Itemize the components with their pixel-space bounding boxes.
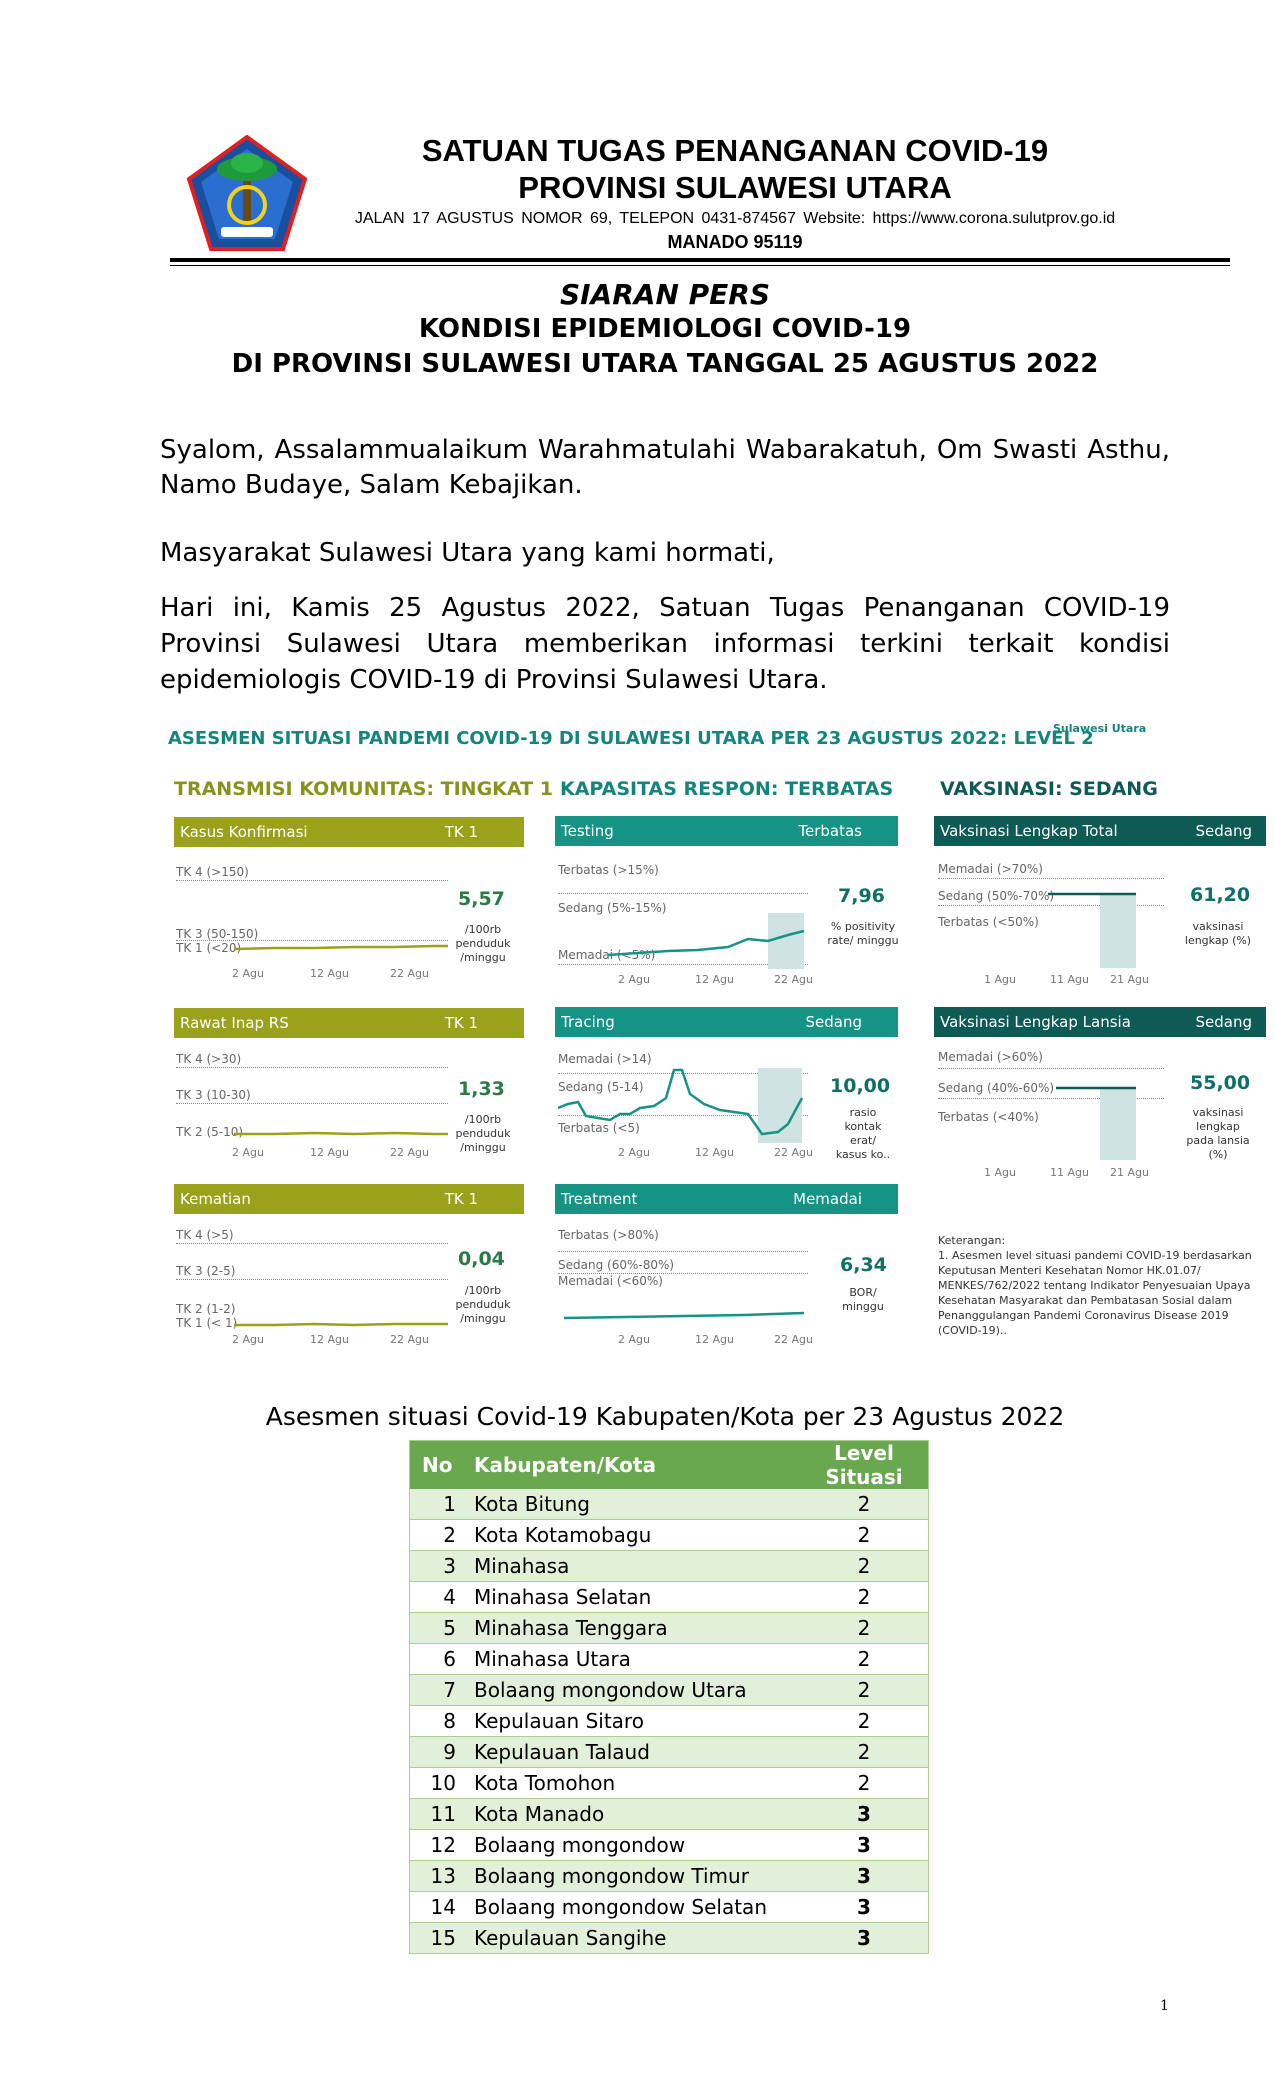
col-header-level: Level Situasi bbox=[800, 1441, 929, 1490]
note-text: 1. Asesmen level situasi pandemi COVID-19 berdasarkan Keputusan Menteri Kesehatan Nomor HK.01.07/ MENKES/762/2022 tentang Indikator Penyesuaian Upaya Kesehatan Masyarakat dan Pembatasan Sosial dalam Penanggulangan Pandemi Coronavirus Disease 2019 (COVID-19).. bbox=[938, 1249, 1252, 1337]
table-row bbox=[410, 1520, 929, 1551]
panel-tracing-header bbox=[555, 1007, 898, 1037]
testing-axis-2: 12 Agu bbox=[695, 973, 734, 986]
treatment-axis-3: 22 Agu bbox=[774, 1333, 813, 1346]
cell-kabupaten: Kepulauan Talaud bbox=[470, 1737, 800, 1768]
panel-tracing-status: Sedang bbox=[805, 1013, 862, 1031]
cell-no: 2 bbox=[410, 1520, 471, 1551]
panel-testing-status: Terbatas bbox=[798, 822, 862, 840]
cell-kabupaten: Kota Manado bbox=[470, 1799, 800, 1830]
treatment-level-2: Sedang (60%-80%) bbox=[558, 1258, 675, 1272]
kematian-unit: /100rb penduduk /minggu bbox=[455, 1284, 511, 1325]
tracing-axis-1: 2 Agu bbox=[618, 1146, 650, 1159]
kasus-axis-1: 2 Agu bbox=[232, 967, 264, 980]
kematian-gridline-1 bbox=[176, 1243, 448, 1244]
cell-kabupaten: Kepulauan Sitaro bbox=[470, 1706, 800, 1737]
kematian-level-3: TK 2 (1-2) bbox=[176, 1302, 236, 1316]
rawat-axis-2: 12 Agu bbox=[310, 1146, 349, 1159]
assessment-infographic bbox=[168, 722, 1268, 1368]
cell-kabupaten: Minahasa Utara bbox=[470, 1644, 800, 1675]
tracing-level-1: Memadai (>14) bbox=[558, 1052, 652, 1066]
table-row bbox=[410, 1489, 929, 1520]
cell-level: 3 bbox=[800, 1892, 929, 1923]
page-number: 1 bbox=[1160, 1998, 1169, 2014]
rawat-trend-line bbox=[234, 1128, 450, 1140]
panel-rawat-name: Rawat Inap RS bbox=[180, 1014, 289, 1032]
vaks-total-axis-2: 11 Agu bbox=[1050, 973, 1089, 986]
treatment-level-1: Terbatas (>80%) bbox=[558, 1228, 659, 1242]
panel-tracing-name: Tracing bbox=[561, 1013, 615, 1031]
rawat-gridline-2 bbox=[176, 1103, 448, 1104]
kematian-axis-2: 12 Agu bbox=[310, 1333, 349, 1346]
kematian-axis-3: 22 Agu bbox=[390, 1333, 429, 1346]
cell-kabupaten: Bolaang mongondow bbox=[470, 1830, 800, 1861]
vaks-lansia-level-1: Memadai (>60%) bbox=[938, 1050, 1043, 1064]
rawat-axis-1: 2 Agu bbox=[232, 1146, 264, 1159]
table-row bbox=[410, 1923, 929, 1954]
cell-level: 2 bbox=[800, 1582, 929, 1613]
cell-level: 3 bbox=[800, 1799, 929, 1830]
cell-kabupaten: Minahasa Tenggara bbox=[470, 1613, 800, 1644]
vaks-lansia-axis-2: 11 Agu bbox=[1050, 1166, 1089, 1179]
panel-vaks-total-header bbox=[934, 816, 1266, 846]
kasus-unit: /100rb penduduk /minggu bbox=[455, 923, 511, 964]
panel-treatment-header bbox=[555, 1184, 898, 1214]
table-row bbox=[410, 1799, 929, 1830]
vaks-lansia-value: 55,00 bbox=[1190, 1072, 1251, 1094]
vaks-lansia-axis-3: 21 Agu bbox=[1110, 1166, 1149, 1179]
table-row bbox=[410, 1675, 929, 1706]
vaks-lansia-axis-1: 1 Agu bbox=[984, 1166, 1016, 1179]
treatment-trend-line bbox=[564, 1310, 808, 1322]
tracing-level-3: Terbatas (<5) bbox=[558, 1121, 640, 1135]
cell-kabupaten: Bolaang mongondow Selatan bbox=[470, 1892, 800, 1923]
tracing-value: 10,00 bbox=[830, 1075, 891, 1097]
testing-trend-line bbox=[608, 913, 808, 969]
tracing-axis-3: 22 Agu bbox=[774, 1146, 813, 1159]
cell-level: 2 bbox=[800, 1613, 929, 1644]
cell-no: 7 bbox=[410, 1675, 471, 1706]
tracing-unit: rasio kontak erat/ kasus ko.. bbox=[835, 1106, 891, 1161]
testing-level-3: Memadai (<5%) bbox=[558, 948, 656, 962]
rawat-unit: /100rb penduduk /minggu bbox=[455, 1113, 511, 1154]
testing-axis-1: 2 Agu bbox=[618, 973, 650, 986]
intro-paragraph: Hari ini, Kamis 25 Agustus 2022, Satuan Tugas Penanganan COVID-19 Provinsi Sulawesi Utara memberikan informasi terkini terkait kondisi epidemiologis COVID-19 di Provinsi Sulawesi Utara. bbox=[160, 593, 1170, 695]
rawat-level-1: TK 4 (>30) bbox=[176, 1052, 242, 1066]
cell-kabupaten: Kota Kotamobagu bbox=[470, 1520, 800, 1551]
vaks-total-level-1: Memadai (>70%) bbox=[938, 862, 1043, 876]
treatment-level-3: Memadai (<60%) bbox=[558, 1274, 663, 1288]
cell-level: 2 bbox=[800, 1768, 929, 1799]
panel-vaks-total-status: Sedang bbox=[1195, 822, 1252, 840]
cell-level: 2 bbox=[800, 1520, 929, 1551]
cell-level: 2 bbox=[800, 1551, 929, 1582]
kematian-level-4: TK 1 (< 1) bbox=[176, 1316, 238, 1330]
panel-treatment-status: Memadai bbox=[793, 1190, 862, 1208]
kasus-axis-3: 22 Agu bbox=[390, 967, 429, 980]
table-row bbox=[410, 1830, 929, 1861]
cell-level: 2 bbox=[800, 1675, 929, 1706]
cell-kabupaten: Bolaang mongondow Timur bbox=[470, 1861, 800, 1892]
vaks-lansia-gridline-1 bbox=[938, 1068, 1164, 1069]
treatment-gridline-2 bbox=[558, 1273, 808, 1274]
kematian-level-2: TK 3 (2-5) bbox=[176, 1264, 236, 1278]
section-vaksinasi: VAKSINASI: SEDANG bbox=[940, 778, 1158, 800]
table-row bbox=[410, 1737, 929, 1768]
cell-no: 13 bbox=[410, 1861, 471, 1892]
vaks-total-value: 61,20 bbox=[1190, 884, 1251, 906]
table-row bbox=[410, 1644, 929, 1675]
table-row bbox=[410, 1861, 929, 1892]
treatment-axis-1: 2 Agu bbox=[618, 1333, 650, 1346]
panel-vaks-lansia-name: Vaksinasi Lengkap Lansia bbox=[940, 1013, 1131, 1031]
cell-level: 2 bbox=[800, 1489, 929, 1520]
header-city: MANADO 95119 bbox=[667, 232, 803, 252]
rawat-level-3: TK 2 (5-10) bbox=[176, 1125, 244, 1139]
cell-no: 3 bbox=[410, 1551, 471, 1582]
rawat-level-2: TK 3 (10-30) bbox=[176, 1088, 251, 1102]
infographic-note bbox=[938, 1233, 1268, 1338]
kasus-trend-line bbox=[234, 941, 450, 953]
cell-no: 1 bbox=[410, 1489, 471, 1520]
provincial-emblem-icon bbox=[185, 135, 309, 253]
table-header-row bbox=[410, 1441, 929, 1490]
cell-no: 4 bbox=[410, 1582, 471, 1613]
treatment-value: 6,34 bbox=[840, 1254, 887, 1276]
panel-kematian-status: TK 1 bbox=[444, 1190, 478, 1208]
vaks-lansia-unit: vaksinasi lengkap pada lansia (%) bbox=[1186, 1106, 1250, 1161]
vaks-total-unit: vaksinasi lengkap (%) bbox=[1184, 920, 1252, 947]
panel-kasus-header bbox=[174, 817, 524, 847]
panel-vaks-total-name: Vaksinasi Lengkap Total bbox=[940, 822, 1118, 840]
testing-level-2: Sedang (5%-15%) bbox=[558, 901, 667, 915]
panel-kasus-name: Kasus Konfirmasi bbox=[180, 823, 308, 841]
header-title-line1: SATUAN TUGAS PENANGANAN COVID-19 bbox=[421, 133, 1049, 168]
cell-kabupaten: Minahasa Selatan bbox=[470, 1582, 800, 1613]
panel-rawat-header bbox=[174, 1008, 524, 1038]
kasus-gridline-1 bbox=[176, 880, 448, 881]
vaks-total-level-3: Terbatas (<50%) bbox=[938, 915, 1039, 929]
kasus-level-1: TK 4 (>150) bbox=[176, 865, 249, 879]
press-label: SIARAN PERS bbox=[559, 278, 771, 311]
panel-rawat-status: TK 1 bbox=[444, 1014, 478, 1032]
section-kapasitas: KAPASITAS RESPON: TERBATAS bbox=[560, 778, 894, 800]
vaks-total-axis-3: 21 Agu bbox=[1110, 973, 1149, 986]
table-row bbox=[410, 1892, 929, 1923]
vaks-lansia-level-3: Terbatas (<40%) bbox=[938, 1110, 1039, 1124]
table-row bbox=[410, 1551, 929, 1582]
infographic-brand: Sulawesi Utara bbox=[1053, 722, 1147, 735]
panel-kematian-name: Kematian bbox=[180, 1190, 251, 1208]
note-heading: Keterangan: bbox=[938, 1234, 1006, 1247]
vaks-total-level-2: Sedang (50%-70%) bbox=[938, 889, 1055, 903]
cell-no: 10 bbox=[410, 1768, 471, 1799]
header-address: JALAN 17 AGUSTUS NOMOR 69, TELEPON 0431-874567 Website: https://www.corona.sulutprov.go.id bbox=[354, 210, 1116, 227]
cell-kabupaten: Kepulauan Sangihe bbox=[470, 1923, 800, 1954]
cell-no: 9 bbox=[410, 1737, 471, 1768]
kasus-axis-2: 12 Agu bbox=[310, 967, 349, 980]
panel-treatment-name: Treatment bbox=[561, 1190, 638, 1208]
header-rule-thin bbox=[170, 265, 1230, 266]
cell-level: 3 bbox=[800, 1923, 929, 1954]
kasus-value: 5,57 bbox=[458, 888, 505, 910]
testing-level-1: Terbatas (>15%) bbox=[558, 863, 659, 877]
cell-no: 6 bbox=[410, 1644, 471, 1675]
table-row bbox=[410, 1613, 929, 1644]
cell-kabupaten: Kota Tomohon bbox=[470, 1768, 800, 1799]
tracing-level-2: Sedang (5-14) bbox=[558, 1080, 644, 1094]
table-row bbox=[410, 1582, 929, 1613]
cell-kabupaten: Minahasa bbox=[470, 1551, 800, 1582]
treatment-gridline-1 bbox=[558, 1251, 808, 1252]
kematian-value: 0,04 bbox=[458, 1248, 505, 1270]
greeting-paragraph: Syalom, Assalammualaikum Warahmatulahi Wabarakatuh, Om Swasti Asthu, Namo Budaye, Salam Kebajikan. bbox=[160, 435, 1170, 500]
kematian-trend-line bbox=[234, 1318, 450, 1330]
cell-no: 11 bbox=[410, 1799, 471, 1830]
cell-no: 14 bbox=[410, 1892, 471, 1923]
treatment-axis-2: 12 Agu bbox=[695, 1333, 734, 1346]
panel-vaks-lansia-status: Sedang bbox=[1195, 1013, 1252, 1031]
rawat-axis-3: 22 Agu bbox=[390, 1146, 429, 1159]
testing-unit: % positivity rate/ minggu bbox=[827, 920, 899, 947]
tracing-trend-line bbox=[558, 1068, 808, 1143]
kematian-axis-1: 2 Agu bbox=[232, 1333, 264, 1346]
press-title-line2: DI PROVINSI SULAWESI UTARA TANGGAL 25 AGUSTUS 2022 bbox=[231, 349, 1099, 379]
panel-testing-header bbox=[555, 816, 898, 846]
cell-level: 3 bbox=[800, 1861, 929, 1892]
kasus-level-2: TK 3 (50-150) bbox=[176, 927, 259, 941]
table-row bbox=[410, 1706, 929, 1737]
panel-kematian-header bbox=[174, 1184, 524, 1214]
header-rule bbox=[170, 258, 1230, 262]
table-caption: Asesmen situasi Covid-19 Kabupaten/Kota per 23 Agustus 2022 bbox=[265, 1402, 1065, 1431]
tracing-axis-2: 12 Agu bbox=[695, 1146, 734, 1159]
cell-level: 2 bbox=[800, 1644, 929, 1675]
salutation-paragraph: Masyarakat Sulawesi Utara yang kami hormati, bbox=[160, 538, 775, 568]
testing-gridline-1 bbox=[558, 893, 808, 894]
table-row bbox=[410, 1768, 929, 1799]
cell-no: 12 bbox=[410, 1830, 471, 1861]
cell-no: 15 bbox=[410, 1923, 471, 1954]
press-title-line1: KONDISI EPIDEMIOLOGI COVID-19 bbox=[418, 314, 912, 344]
cell-level: 2 bbox=[800, 1737, 929, 1768]
kematian-gridline-2 bbox=[176, 1279, 448, 1280]
rawat-value: 1,33 bbox=[458, 1078, 505, 1100]
vaks-total-trend-line bbox=[938, 886, 1170, 968]
section-transmisi: TRANSMISI KOMUNITAS: TINGKAT 1 bbox=[174, 778, 553, 800]
kematian-level-1: TK 4 (>5) bbox=[176, 1228, 234, 1242]
panel-kasus-status: TK 1 bbox=[444, 823, 478, 841]
infographic-title: ASESMEN SITUASI PANDEMI COVID-19 DI SULAWESI UTARA PER 23 AGUSTUS 2022: LEVEL 2 bbox=[168, 728, 1094, 749]
vaks-lansia-trend-line bbox=[938, 1080, 1170, 1162]
cell-no: 8 bbox=[410, 1706, 471, 1737]
treatment-unit: BOR/ minggu bbox=[842, 1286, 884, 1313]
panel-testing-name: Testing bbox=[561, 822, 614, 840]
header-title-line2: PROVINSI SULAWESI UTARA bbox=[518, 170, 952, 205]
cell-kabupaten: Bolaang mongondow Utara bbox=[470, 1675, 800, 1706]
cell-kabupaten: Kota Bitung bbox=[470, 1489, 800, 1520]
col-header-no: No bbox=[410, 1441, 471, 1490]
panel-vaks-lansia-header bbox=[934, 1007, 1266, 1037]
vaks-lansia-level-2: Sedang (40%-60%) bbox=[938, 1081, 1055, 1095]
kasus-level-3: TK 1 (<20) bbox=[176, 941, 242, 955]
rawat-gridline-1 bbox=[176, 1067, 448, 1068]
col-header-kabupaten: Kabupaten/Kota bbox=[470, 1441, 800, 1490]
vaks-total-axis-1: 1 Agu bbox=[984, 973, 1016, 986]
cell-level: 2 bbox=[800, 1706, 929, 1737]
kabupaten-table bbox=[409, 1440, 929, 1954]
testing-value: 7,96 bbox=[838, 885, 885, 907]
testing-axis-3: 22 Agu bbox=[774, 973, 813, 986]
vaks-total-gridline-1 bbox=[938, 878, 1164, 879]
cell-no: 5 bbox=[410, 1613, 471, 1644]
cell-level: 3 bbox=[800, 1830, 929, 1861]
